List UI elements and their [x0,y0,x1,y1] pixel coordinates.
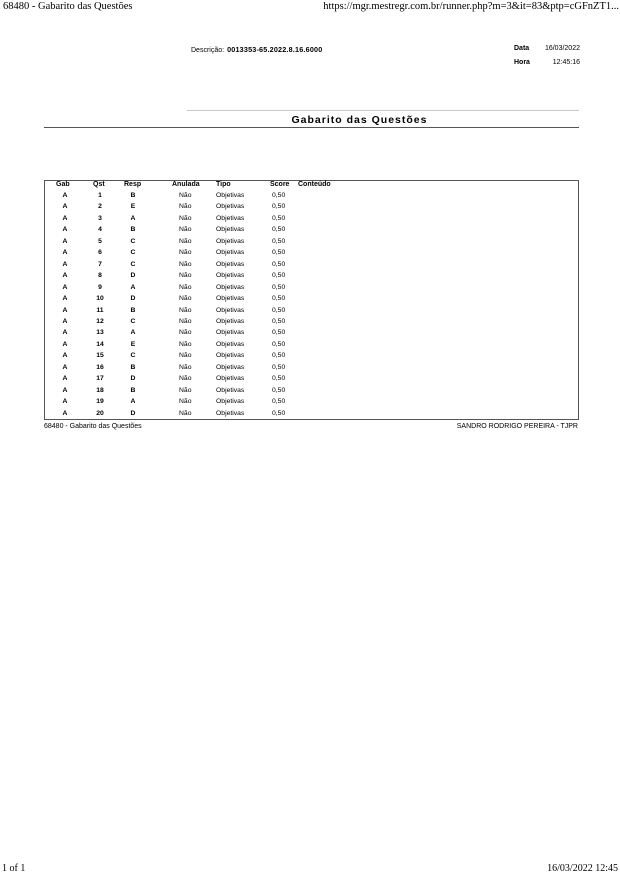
title-divider [187,110,579,111]
cell-gabarito: A [62,203,68,211]
cell-gabarito: A [62,398,68,406]
cell-score: 0,50 [272,272,286,280]
cell-tipo: Objetivas [216,398,245,406]
cell-response: C [130,317,136,325]
cell-score: 0,50 [272,203,286,211]
cell-anulada: Não [179,192,192,199]
cell-anulada: Não [179,203,192,211]
cell-score: 0,50 [272,260,286,268]
cell-response: C [130,352,136,360]
cell-tipo: Objetivas [216,317,245,325]
cell-anulada: Não [179,226,192,234]
cell-gabarito: A [62,306,68,314]
cell-score: 0,50 [272,317,286,325]
cell-tipo: Objetivas [216,237,245,245]
cell-anulada: Não [179,295,192,303]
table-row [0,341,620,353]
cell-question: 7 [98,260,102,268]
cell-anulada: Não [179,260,192,268]
cell-tipo: Objetivas [216,283,245,291]
cell-score: 0,50 [272,237,286,245]
cell-gabarito: A [62,226,68,234]
cell-response: A [130,283,136,291]
cell-tipo: Objetivas [216,260,245,268]
cell-response: C [130,260,136,268]
cell-question: 16 [96,363,104,371]
date-block [514,45,580,52]
cell-question: 2 [98,203,102,211]
cell-tipo: Objetivas [216,295,245,303]
cell-anulada: Não [179,237,192,245]
cell-question: 19 [96,398,104,406]
cell-gabarito: A [62,214,68,222]
table-row [0,364,620,376]
cell-tipo: Objetivas [216,272,245,280]
cell-question: 3 [98,214,102,222]
cell-response: B [130,306,136,314]
cell-anulada: Não [179,375,192,383]
table-row [0,387,620,399]
cell-anulada: Não [179,249,192,257]
cell-response: A [130,398,136,406]
cell-score: 0,50 [272,306,286,314]
cell-tipo: Objetivas [216,329,245,337]
cell-tipo: Objetivas [216,340,245,348]
table-row [0,307,620,319]
page-title: Gabarito das Questões [44,112,579,128]
table-row [0,284,620,296]
description-value: 0013353-65.2022.8.16.6000 [227,45,323,54]
cell-response: D [130,375,136,383]
cell-score: 0,50 [272,409,286,417]
cell-anulada: Não [179,283,192,291]
print-header-title: 68480 - Gabarito das Questões [3,1,133,12]
cell-score: 0,50 [272,249,286,257]
document-footer-title: 68480 - Gabarito das Questões [44,423,142,430]
document-footer-user: SANDRO RODRIGO PEREIRA - TJPR [456,423,578,430]
cell-gabarito: A [62,340,68,348]
cell-gabarito: A [62,375,68,383]
cell-gabarito: A [62,363,68,371]
cell-question: 6 [98,249,102,257]
cell-response: B [130,363,136,371]
cell-gabarito: A [62,237,68,245]
column-header-score: Score [270,181,290,188]
cell-score: 0,50 [272,329,286,337]
cell-anulada: Não [179,306,192,314]
table-row [0,318,620,330]
cell-anulada: Não [179,214,192,222]
cell-question: 4 [98,226,102,234]
cell-question: 11 [96,306,104,314]
time-label: Hora [514,59,530,66]
print-footer-datetime: 16/03/2022 12:45 [547,863,618,874]
time-block [514,59,580,66]
cell-response: E [130,203,136,211]
date-label: Data [514,45,530,52]
cell-tipo: Objetivas [216,192,245,199]
cell-question: 12 [96,317,104,325]
cell-score: 0,50 [272,386,286,394]
cell-anulada: Não [179,329,192,337]
table-row [0,226,620,238]
cell-question: 14 [96,340,104,348]
cell-gabarito: A [62,192,68,199]
cell-response: B [130,226,136,234]
cell-response: A [130,329,136,337]
cell-response: D [130,272,136,280]
cell-response: A [130,214,136,222]
column-header-tipo: Tipo [216,181,231,188]
table-row [0,272,620,284]
cell-gabarito: A [62,249,68,257]
cell-score: 0,50 [272,363,286,371]
cell-gabarito: A [62,409,68,417]
table-row [0,238,620,250]
cell-question: 9 [98,283,102,291]
cell-tipo: Objetivas [216,363,245,371]
cell-tipo: Objetivas [216,375,245,383]
print-footer-page: 1 of 1 [2,863,26,874]
cell-tipo: Objetivas [216,214,245,222]
table-row [0,352,620,364]
cell-gabarito: A [62,260,68,268]
column-header-conteudo: Conteúdo [298,181,331,188]
cell-gabarito: A [62,386,68,394]
cell-anulada: Não [179,272,192,280]
table-row [0,295,620,307]
cell-tipo: Objetivas [216,352,245,360]
cell-anulada: Não [179,340,192,348]
cell-response: D [130,295,136,303]
cell-tipo: Objetivas [216,203,245,211]
cell-response: B [130,192,136,199]
cell-response: D [130,409,136,417]
cell-score: 0,50 [272,226,286,234]
cell-response: E [130,340,136,348]
cell-gabarito: A [62,283,68,291]
cell-score: 0,50 [272,192,286,199]
time-value: 12:45:16 [552,59,580,66]
cell-score: 0,50 [272,398,286,406]
table-row [0,329,620,341]
cell-tipo: Objetivas [216,306,245,314]
cell-anulada: Não [179,409,192,417]
column-header-gab: Gab [56,181,70,188]
cell-anulada: Não [179,386,192,394]
cell-score: 0,50 [272,352,286,360]
cell-question: 17 [96,375,104,383]
cell-question: 1 [98,192,102,199]
cell-question: 13 [96,329,104,337]
cell-anulada: Não [179,317,192,325]
cell-tipo: Objetivas [216,226,245,234]
cell-anulada: Não [179,363,192,371]
cell-question: 5 [98,237,102,245]
cell-anulada: Não [179,398,192,406]
print-header-url: https://mgr.mestregr.com.br/runner.php?m=3&it=83&ptp=cGFnZT1... [323,1,619,12]
date-value: 16/03/2022 [544,45,580,52]
table-row [0,398,620,410]
table-row [0,215,620,227]
cell-score: 0,50 [272,295,286,303]
cell-tipo: Objetivas [216,386,245,394]
cell-anulada: Não [179,352,192,360]
cell-question: 18 [96,386,104,394]
table-row [0,203,620,215]
table-row [0,410,620,422]
column-header-qst: Qst [93,181,105,188]
table-row [0,192,620,204]
column-header-resp: Resp [124,181,142,188]
cell-question: 10 [96,295,104,303]
description-block [191,45,322,54]
cell-question: 20 [96,409,104,417]
cell-question: 8 [98,272,102,280]
column-header-anulada: Anulada [172,181,200,188]
description-label: Descrição: [191,47,225,54]
table-row [0,375,620,387]
cell-gabarito: A [62,352,68,360]
cell-score: 0,50 [272,340,286,348]
cell-tipo: Objetivas [216,249,245,257]
cell-gabarito: A [62,272,68,280]
cell-response: C [130,249,136,257]
cell-question: 15 [96,352,104,360]
cell-score: 0,50 [272,375,286,383]
cell-response: B [130,386,136,394]
cell-gabarito: A [62,329,68,337]
cell-gabarito: A [62,295,68,303]
cell-gabarito: A [62,317,68,325]
table-row [0,261,620,273]
cell-tipo: Objetivas [216,409,245,417]
table-row [0,249,620,261]
cell-score: 0,50 [272,283,286,291]
cell-response: C [130,237,136,245]
cell-score: 0,50 [272,214,286,222]
